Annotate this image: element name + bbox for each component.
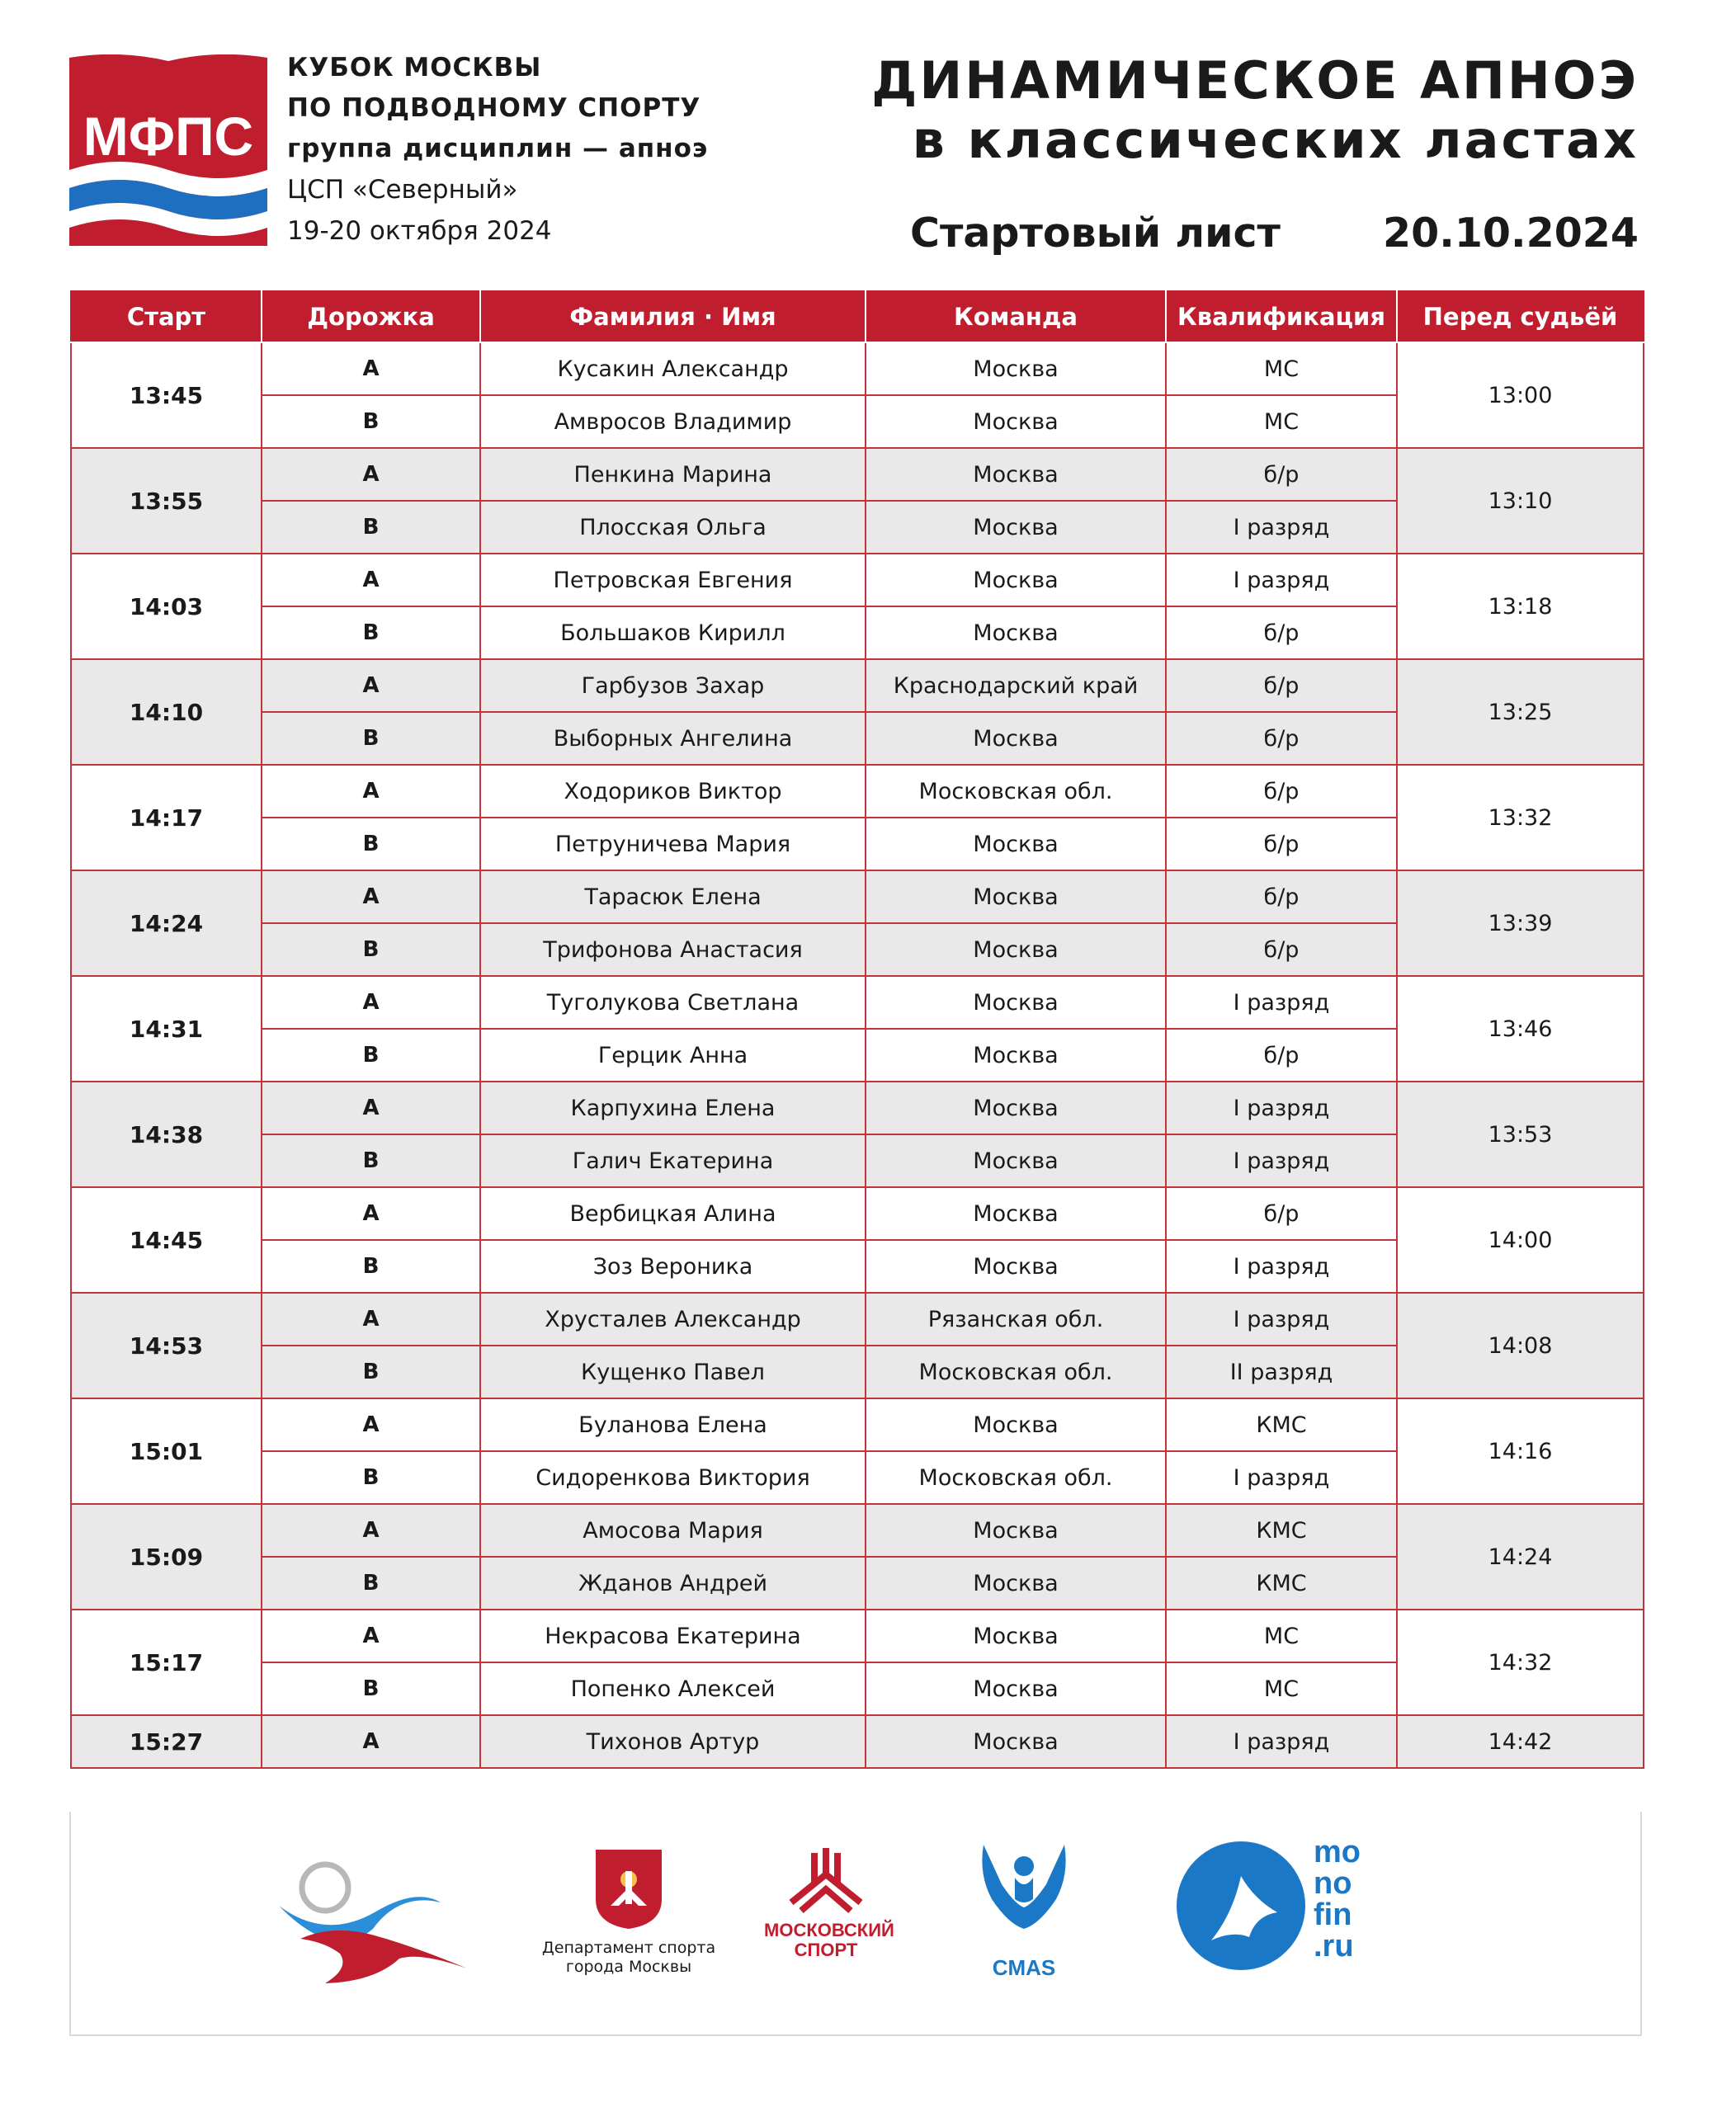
mfps-logo [69, 54, 267, 246]
athlete-name-cell: Большаков Кирилл [480, 606, 866, 659]
qualification-cell: КМС [1166, 1504, 1397, 1557]
team-cell: Москва [866, 976, 1166, 1029]
monofin-text: no [1314, 1866, 1352, 1901]
event-line: группа дисциплин — апноэ [287, 134, 709, 163]
athlete-name-cell: Некрасова Екатерина [480, 1610, 866, 1662]
lane-cell: B [262, 712, 480, 765]
table-row [71, 870, 1644, 923]
athlete-name-cell: Петруничева Мария [480, 818, 866, 870]
team-cell: Московская обл. [866, 1346, 1166, 1398]
sponsors-footer [69, 1812, 1642, 2036]
team-cell: Москва [866, 712, 1166, 765]
start-time-cell: 14:24 [71, 870, 262, 976]
judge-time-cell: 13:32 [1397, 765, 1644, 870]
table-row [71, 976, 1644, 1029]
qualification-cell: МС [1166, 1610, 1397, 1662]
qualification-cell: I разряд [1166, 1715, 1397, 1768]
moscow-sport-text: МОСКОВСКИЙ [764, 1920, 894, 1940]
table-row [71, 1293, 1644, 1346]
discipline-title [871, 51, 1639, 170]
lane-cell: A [262, 1082, 480, 1134]
lane-cell: A [262, 448, 480, 501]
team-cell: Москва [866, 342, 1166, 395]
dept-caption: города Москвы [565, 1958, 692, 1976]
qualification-cell: б/р [1166, 870, 1397, 923]
cmas-logo [970, 1841, 1078, 1978]
athlete-name-cell: Трифонова Анастасия [480, 923, 866, 976]
federation-wave-logo [276, 1860, 470, 1993]
start-time-cell: 14:17 [71, 765, 262, 870]
start-time-cell: 15:27 [71, 1715, 262, 1768]
team-cell: Московская обл. [866, 765, 1166, 818]
judge-time-cell: 14:42 [1397, 1715, 1644, 1768]
qualification-cell: I разряд [1166, 1451, 1397, 1504]
lane-cell: A [262, 1504, 480, 1557]
start-time-cell: 14:45 [71, 1187, 262, 1293]
athlete-name-cell: Выборных Ангелина [480, 712, 866, 765]
team-cell: Москва [866, 1187, 1166, 1240]
qualification-cell: б/р [1166, 1029, 1397, 1082]
table-row [71, 1082, 1644, 1134]
athlete-name-cell: Карпухина Елена [480, 1082, 866, 1134]
team-cell: Москва [866, 1134, 1166, 1187]
moscow-sport-logo [764, 1845, 894, 1960]
qualification-cell: б/р [1166, 765, 1397, 818]
team-cell: Москва [866, 1557, 1166, 1610]
team-cell: Москва [866, 448, 1166, 501]
title-line: в классических ластах [912, 110, 1639, 170]
athlete-name-cell: Хрусталев Александр [480, 1293, 866, 1346]
table-row [71, 1610, 1644, 1662]
event-line: КУБОК МОСКВЫ [287, 53, 542, 82]
qualification-cell: I разряд [1166, 1293, 1397, 1346]
team-cell: Москва [866, 1398, 1166, 1451]
athlete-name-cell: Зоз Вероника [480, 1240, 866, 1293]
monofin-fin-icon [1175, 1840, 1307, 1972]
col-header-team: Команда [866, 291, 1166, 342]
lane-cell: B [262, 1557, 480, 1610]
logo-text: МФПС [83, 106, 254, 167]
athlete-name-cell: Туголукова Светлана [480, 976, 866, 1029]
start-time-cell: 15:17 [71, 1610, 262, 1715]
moscow-sport-text: СПОРТ [794, 1940, 858, 1960]
qualification-cell: МС [1166, 395, 1397, 448]
monofin-text: .ru [1314, 1929, 1354, 1964]
judge-time-cell: 13:39 [1397, 870, 1644, 976]
qualification-cell: б/р [1166, 818, 1397, 870]
moscow-dept-logo [538, 1848, 719, 1977]
table-row [71, 1187, 1644, 1240]
lane-cell: A [262, 554, 480, 606]
judge-time-cell: 13:10 [1397, 448, 1644, 554]
qualification-cell: б/р [1166, 923, 1397, 976]
athlete-name-cell: Тарасюк Елена [480, 870, 866, 923]
lane-cell: A [262, 1398, 480, 1451]
qualification-cell: I разряд [1166, 501, 1397, 554]
lane-cell: A [262, 1610, 480, 1662]
athlete-name-cell: Кущенко Павел [480, 1346, 866, 1398]
athlete-name-cell: Плосская Ольга [480, 501, 866, 554]
team-cell: Москва [866, 1029, 1166, 1082]
athlete-name-cell: Гарбузов Захар [480, 659, 866, 712]
athlete-name-cell: Буланова Елена [480, 1398, 866, 1451]
qualification-cell: б/р [1166, 606, 1397, 659]
qualification-cell: б/р [1166, 1187, 1397, 1240]
qualification-cell: II разряд [1166, 1346, 1397, 1398]
judge-time-cell: 13:18 [1397, 554, 1644, 659]
athlete-name-cell: Пенкина Марина [480, 448, 866, 501]
lane-cell: A [262, 765, 480, 818]
cmas-mermaid-icon [975, 1841, 1073, 1957]
sheet-label: Стартовый лист [910, 210, 1281, 257]
lane-cell: A [262, 1715, 480, 1768]
lane-cell: B [262, 395, 480, 448]
lane-cell: B [262, 1346, 480, 1398]
start-time-cell: 14:53 [71, 1293, 262, 1398]
lane-cell: B [262, 1134, 480, 1187]
lane-cell: B [262, 606, 480, 659]
judge-time-cell: 13:25 [1397, 659, 1644, 765]
lane-cell: A [262, 659, 480, 712]
judge-time-cell: 14:16 [1397, 1398, 1644, 1504]
table-row [71, 1504, 1644, 1557]
qualification-cell: МС [1166, 342, 1397, 395]
monofin-text: mo [1314, 1835, 1361, 1869]
col-header-lane: Дорожка [262, 291, 480, 342]
lane-cell: A [262, 870, 480, 923]
monofin-logo [1175, 1836, 1389, 1975]
team-cell: Краснодарский край [866, 659, 1166, 712]
start-time-cell: 14:03 [71, 554, 262, 659]
col-header-qualification: Квалификация [1166, 291, 1397, 342]
athlete-name-cell: Герцик Анна [480, 1029, 866, 1082]
qualification-cell: б/р [1166, 659, 1397, 712]
start-list-table [70, 290, 1644, 1769]
lane-cell: A [262, 1293, 480, 1346]
team-cell: Москва [866, 1082, 1166, 1134]
lane-cell: B [262, 1451, 480, 1504]
event-line: ПО ПОДВОДНОМУ СПОРТУ [287, 93, 701, 123]
start-time-cell: 13:45 [71, 342, 262, 448]
sheet-date: 20.10.2024 [1383, 210, 1639, 257]
athlete-name-cell: Вербицкая Алина [480, 1187, 866, 1240]
team-cell: Рязанская обл. [866, 1293, 1166, 1346]
lane-cell: B [262, 1240, 480, 1293]
team-cell: Москва [866, 1610, 1166, 1662]
athlete-name-cell: Сидоренкова Виктория [480, 1451, 866, 1504]
qualification-cell: б/р [1166, 448, 1397, 501]
qualification-cell: КМС [1166, 1557, 1397, 1610]
team-cell: Москва [866, 554, 1166, 606]
table-row [71, 554, 1644, 606]
team-cell: Московская обл. [866, 1451, 1166, 1504]
judge-time-cell: 13:53 [1397, 1082, 1644, 1187]
athlete-name-cell: Жданов Андрей [480, 1557, 866, 1610]
table-header-row [71, 291, 1644, 342]
qualification-cell: I разряд [1166, 1134, 1397, 1187]
team-cell: Москва [866, 923, 1166, 976]
start-time-cell: 15:09 [71, 1504, 262, 1610]
start-time-cell: 13:55 [71, 448, 262, 554]
athlete-name-cell: Галич Екатерина [480, 1134, 866, 1187]
athlete-name-cell: Ходориков Виктор [480, 765, 866, 818]
table-row [71, 448, 1644, 501]
lane-cell: B [262, 1029, 480, 1082]
cmas-text: CMAS [992, 1955, 1056, 1980]
qualification-cell: МС [1166, 1662, 1397, 1715]
team-cell: Москва [866, 395, 1166, 448]
lane-cell: B [262, 923, 480, 976]
qualification-cell: I разряд [1166, 1082, 1397, 1134]
judge-time-cell: 14:24 [1397, 1504, 1644, 1610]
start-time-cell: 14:38 [71, 1082, 262, 1187]
table-row [71, 659, 1644, 712]
judge-time-cell: 14:32 [1397, 1610, 1644, 1715]
team-cell: Москва [866, 1662, 1166, 1715]
athlete-name-cell: Амвросов Владимир [480, 395, 866, 448]
start-time-cell: 14:31 [71, 976, 262, 1082]
start-time-cell: 15:01 [71, 1398, 262, 1504]
lane-cell: B [262, 1662, 480, 1715]
judge-time-cell: 14:08 [1397, 1293, 1644, 1398]
event-dates: 19-20 октября 2024 [287, 216, 552, 246]
table-row [71, 1398, 1644, 1451]
judge-time-cell: 14:00 [1397, 1187, 1644, 1293]
qualification-cell: КМС [1166, 1398, 1397, 1451]
lane-cell: A [262, 1187, 480, 1240]
team-cell: Москва [866, 1504, 1166, 1557]
col-header-judge-time: Перед судьёй [1397, 291, 1644, 342]
event-info [287, 48, 749, 252]
team-cell: Москва [866, 1240, 1166, 1293]
col-header-name: Фамилия · Имя [480, 291, 866, 342]
athlete-name-cell: Тихонов Артур [480, 1715, 866, 1768]
lane-cell: B [262, 501, 480, 554]
monofin-text: fin [1314, 1898, 1352, 1932]
dept-caption: Департамент спорта [541, 1939, 716, 1957]
team-cell: Москва [866, 870, 1166, 923]
table-row [71, 765, 1644, 818]
table-row [71, 342, 1644, 395]
qualification-cell: I разряд [1166, 1240, 1397, 1293]
team-cell: Москва [866, 501, 1166, 554]
athlete-name-cell: Попенко Алексей [480, 1662, 866, 1715]
team-cell: Москва [866, 818, 1166, 870]
moscow-coat-of-arms-icon [594, 1848, 663, 1930]
moscow-sport-emblem-icon [785, 1845, 867, 1921]
athlete-name-cell: Амосова Мария [480, 1504, 866, 1557]
start-time-cell: 14:10 [71, 659, 262, 765]
qualification-cell: б/р [1166, 712, 1397, 765]
lane-cell: B [262, 818, 480, 870]
athlete-name-cell: Петровская Евгения [480, 554, 866, 606]
athlete-name-cell: Кусакин Александр [480, 342, 866, 395]
lane-cell: A [262, 342, 480, 395]
qualification-cell: I разряд [1166, 976, 1397, 1029]
team-cell: Москва [866, 606, 1166, 659]
table-row [71, 1715, 1644, 1768]
col-header-start: Старт [71, 291, 262, 342]
judge-time-cell: 13:46 [1397, 976, 1644, 1082]
judge-time-cell: 13:00 [1397, 342, 1644, 448]
venue: ЦСП «Северный» [287, 175, 518, 205]
qualification-cell: I разряд [1166, 554, 1397, 606]
lane-cell: A [262, 976, 480, 1029]
title-line: ДИНАМИЧЕСКОЕ АПНОЭ [871, 50, 1639, 111]
team-cell: Москва [866, 1715, 1166, 1768]
